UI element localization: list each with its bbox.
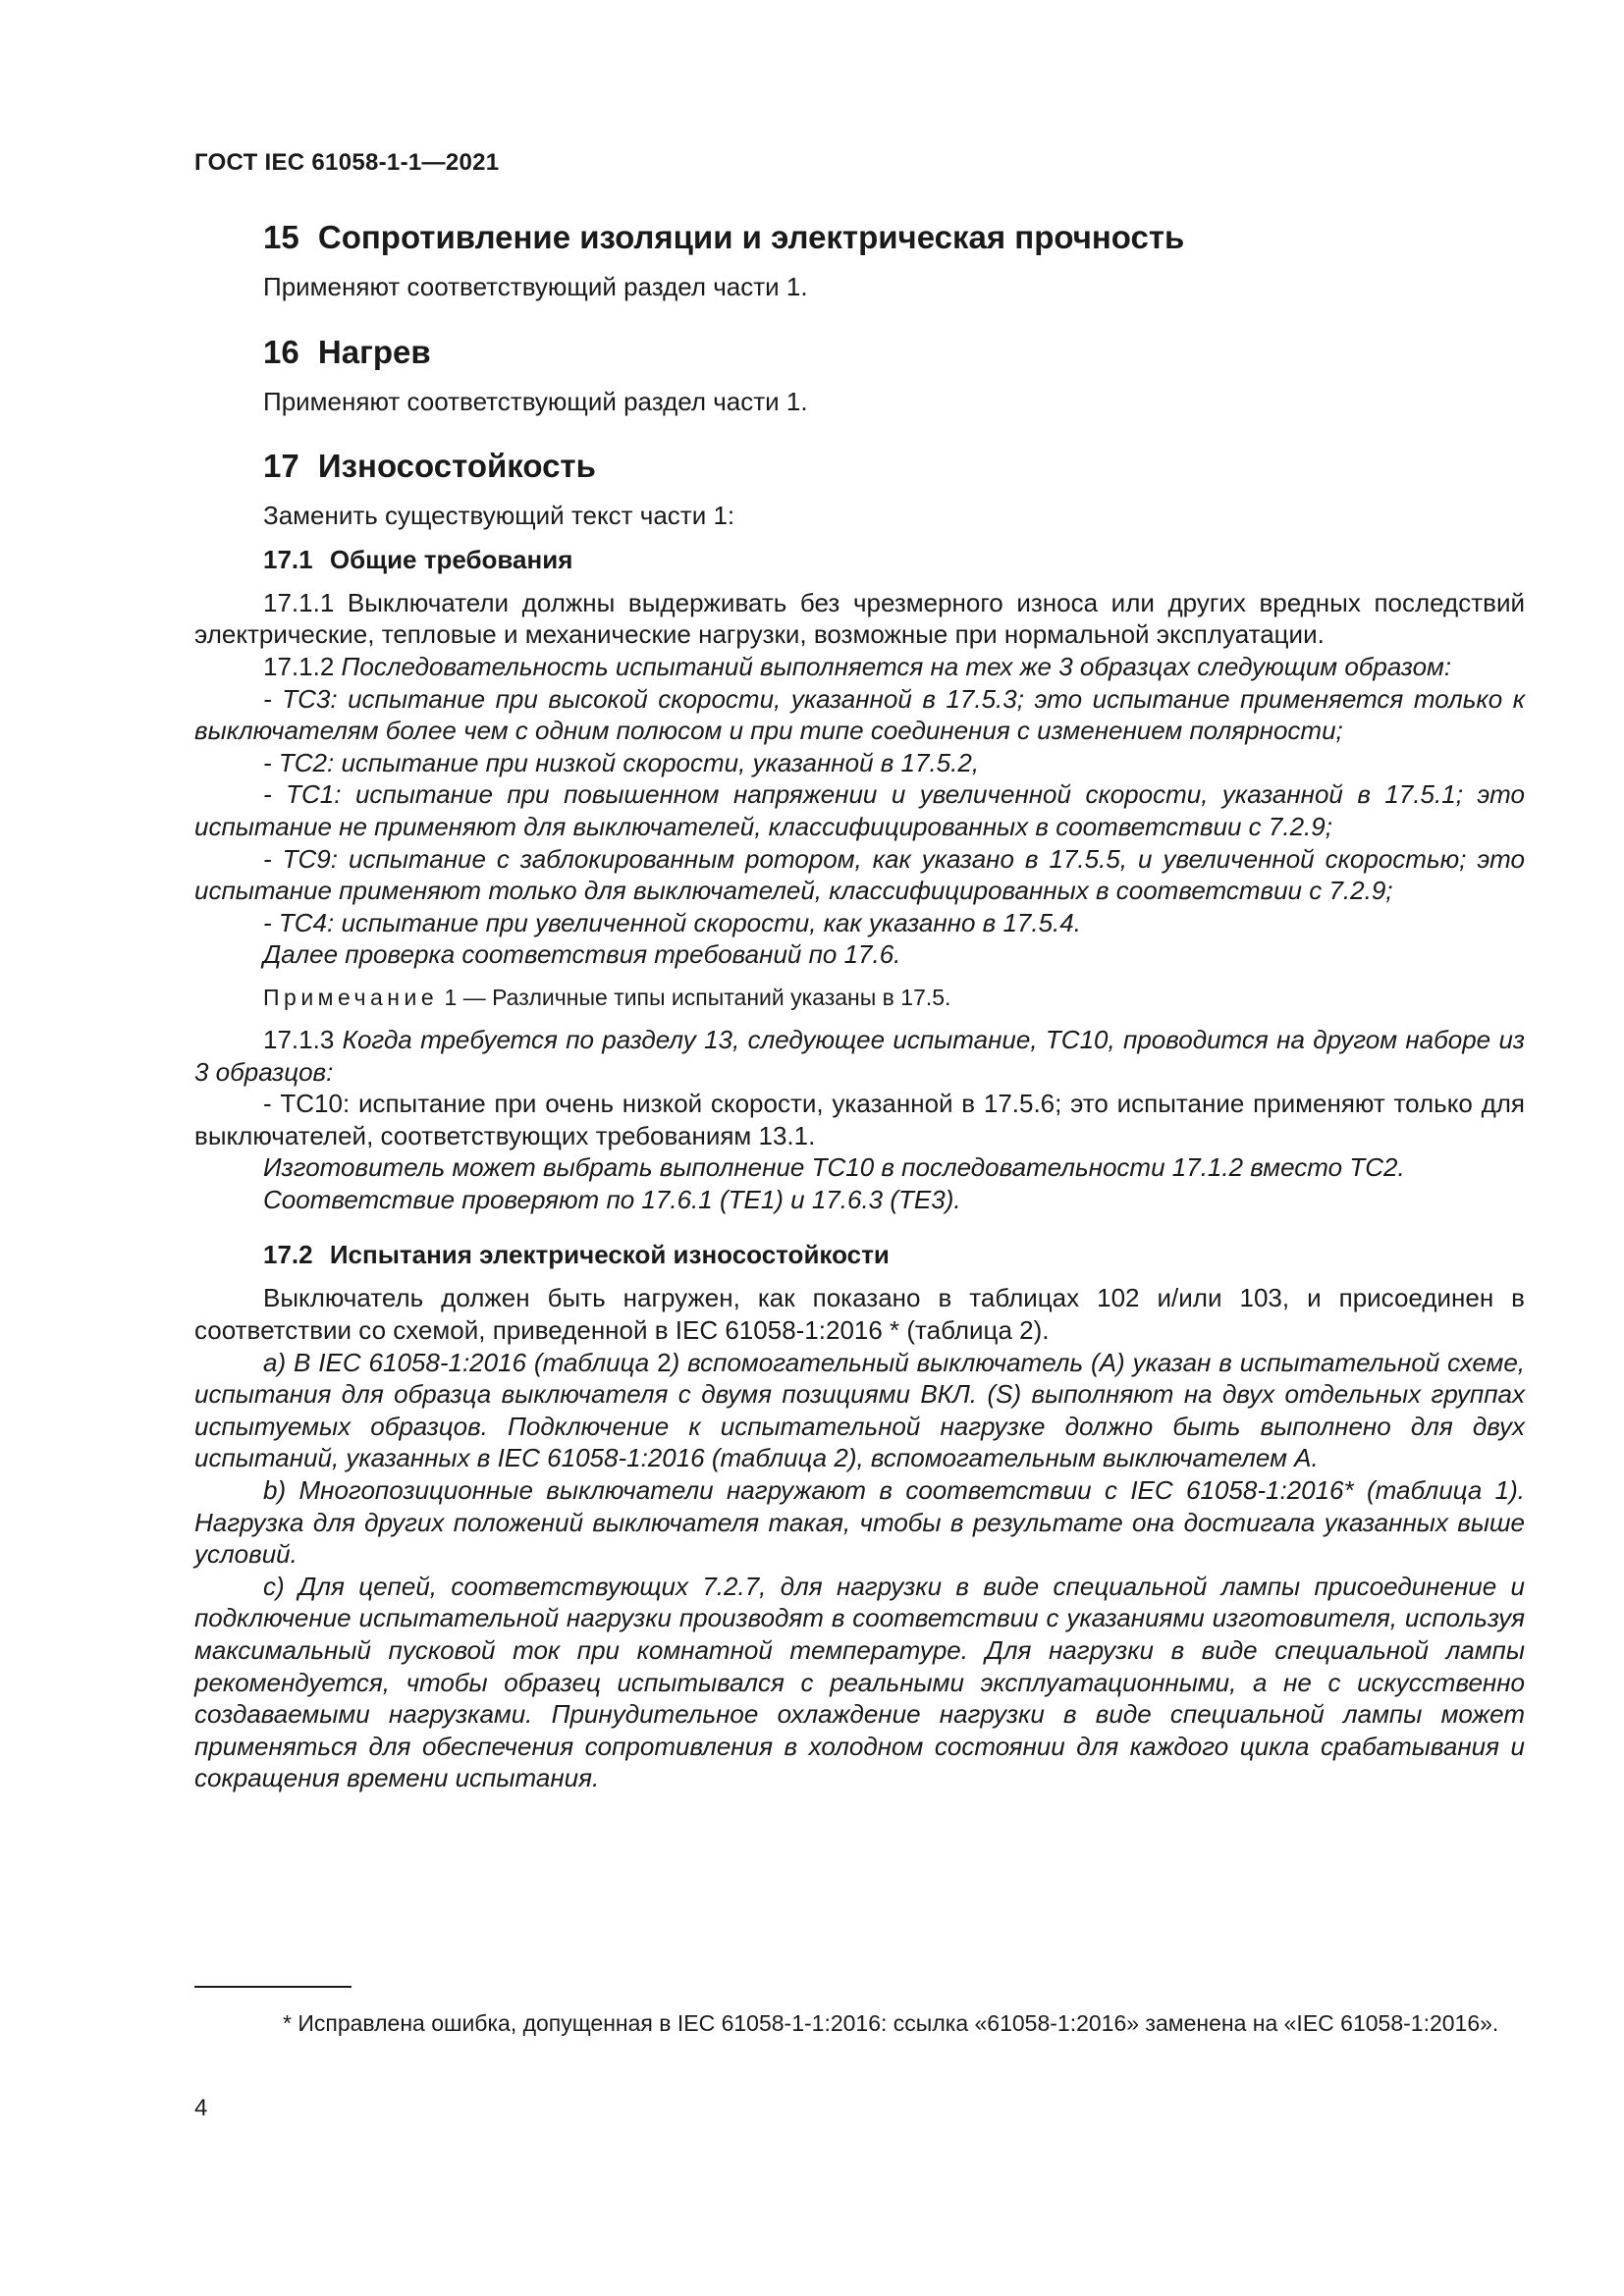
footnote-divider	[194, 1986, 352, 1988]
footnote-text: * Исправлена ошибка, допущенная в IEC 61058-1-1:2016: ссылка «61058-1:2016» заменена на «IEC 61058-1:2016».	[283, 2010, 1499, 2036]
clause-text: Выключатели должны выдерживать без чрезмерного износа или других вредных последствий электрические, тепловые и механические нагрузки, возможные при нормальной эксплуатации.	[194, 587, 1525, 650]
item-b: b) Многопозиционные выключатели нагружают в соответствии с IEC 61058-1:2016* (таблица 1). Нагрузка для других положений выключателя такая, чтобы в результате она достигала указанных выше условий.	[194, 1475, 1525, 1570]
subsection-number: 17.1	[263, 544, 313, 574]
item-a-part2: ) вспомогательный выключатель (А) указан в испытательной схеме, испытания для образца выключателя с двумя позициями ВКЛ. (S) выполняют на двух отдельных группах испытуемых образцов. Подключение к испытательной нагрузке должно быть выполнено для двух испытаний, указанных в IEC 61058-1:2016 (таблица 2), вспомогательным выключателем А.	[194, 1347, 1525, 1473]
list-item: - ТС3: испытание при высокой скорости, указанной в 17.5.3; это испытание применяется только к выключателям более чем с одним полюсом и при типе соединения с изменением полярности;	[194, 683, 1525, 746]
section-16-text: Применяют соответствующий раздел части 1.	[263, 386, 808, 416]
document-header: ГОСТ IEC 61058-1-1—2021	[194, 149, 500, 176]
clause-17-1-3	[194, 1024, 1525, 1088]
list-item: - ТС2: испытание при низкой скорости, указанной в 17.5.2,	[263, 747, 980, 777]
clause-number: 17.1.3	[263, 1024, 335, 1054]
manufacturer-option: Изготовитель может выбрать выполнение ТС10 в последовательности 17.1.2 вместо ТС2.	[263, 1152, 1405, 1183]
section-number: 16	[263, 333, 299, 370]
subsection-number: 17.2	[263, 1240, 313, 1270]
subsection-17-1-heading	[263, 544, 1525, 575]
item-a	[194, 1347, 1525, 1474]
section-17-heading	[263, 447, 1525, 486]
list-item: - ТС4: испытание при увеличенной скорости, как указанно в 17.5.4.	[263, 907, 1081, 937]
list-item: - ТС9: испытание с заблокированным ротором, как указано в 17.5.5, и увеличенной скоростью; это испытание применяют только для выключателей, классифицированных в соответствии с 7.2.9;	[194, 843, 1525, 906]
section-16-heading	[263, 333, 1525, 372]
compliance-check: Соответствие проверяют по 17.6.1 (ТЕ1) и 17.6.3 (ТЕ3).	[263, 1184, 961, 1214]
section-title: Сопротивление изоляции и электрическая прочность	[317, 219, 1185, 255]
section-15-text: Применяют соответствующий раздел части 1.	[263, 272, 808, 301]
section-title: Износостойкость	[317, 448, 596, 485]
clause-number: 17.1.2	[263, 651, 335, 681]
clause-text: Последовательность испытаний выполняется на тех же 3 образцах следующим образом:	[334, 651, 1452, 681]
subsection-title: Общие требования	[329, 544, 573, 574]
section-title: Нагрев	[317, 333, 431, 370]
section-17-text: Заменить существующий текст части 1:	[263, 501, 735, 531]
note-text: 1 — Различные типы испытаний указаны в 17.5.	[438, 984, 951, 1010]
item-a-part1: а) В IEC 61058-1:2016 (таблица	[263, 1347, 658, 1377]
subsection-17-2-heading	[263, 1239, 1525, 1270]
page-number: 4	[194, 2095, 208, 2121]
section-15-heading	[263, 218, 1525, 257]
compliance-check: Далее проверка соответствия требований по 17.6.	[263, 939, 901, 970]
footnote	[194, 2008, 1525, 2038]
section-number: 17	[263, 448, 299, 485]
item-a-table-ref: 2	[657, 1347, 672, 1377]
section-number: 15	[263, 219, 299, 255]
paragraph-intro: Выключатель должен быть нагружен, как показано в таблицах 102 и/или 103, и присоединен в соответствии со схемой, приведенной в IEC 61058-1:2016 * (таблица 2).	[194, 1283, 1525, 1346]
subsection-title: Испытания электрической износостойкости	[329, 1240, 890, 1270]
page-body	[194, 218, 1525, 1794]
list-item: - ТС1: испытание при повышенном напряжении и увеличенной скорости, указанной в 17.5.1; это испытание не применяют для выключателей, классифицированных в соответствии с 7.2.9;	[194, 779, 1525, 841]
clause-17-1-1	[194, 587, 1525, 651]
list-item: - ТС10: испытание при очень низкой скорости, указанной в 17.5.6; это испытание применяют только для выключателей, соответствующих требованиям 13.1.	[194, 1089, 1525, 1150]
note	[263, 983, 1525, 1012]
clause-17-1-2	[194, 651, 1525, 683]
note-label: Примечание	[263, 984, 439, 1010]
item-c: с) Для цепей, соответствующих 7.2.7, для нагрузки в виде специальной лампы присоединение и подключение испытательной нагрузки производят в соответствии с указаниями изготовителя, используя максимальный пусковой ток при комнатной температуре. Для нагрузки в виде специальной лампы рекомендуется, чтобы образец испытывался с реальными эксплуатационными, а не с искусственно создаваемыми нагрузками. Принудительное охлаждение нагрузки в виде специальной лампы может применяться для обеспечения сопротивления в холодном состоянии для каждого цикла срабатывания и сокращения времени испытания.	[194, 1571, 1525, 1793]
clause-number: 17.1.1	[263, 587, 335, 617]
clause-text: Когда требуется по разделу 13, следующее испытание, ТС10, проводится на другом наборе из 3 образцов:	[194, 1024, 1525, 1087]
